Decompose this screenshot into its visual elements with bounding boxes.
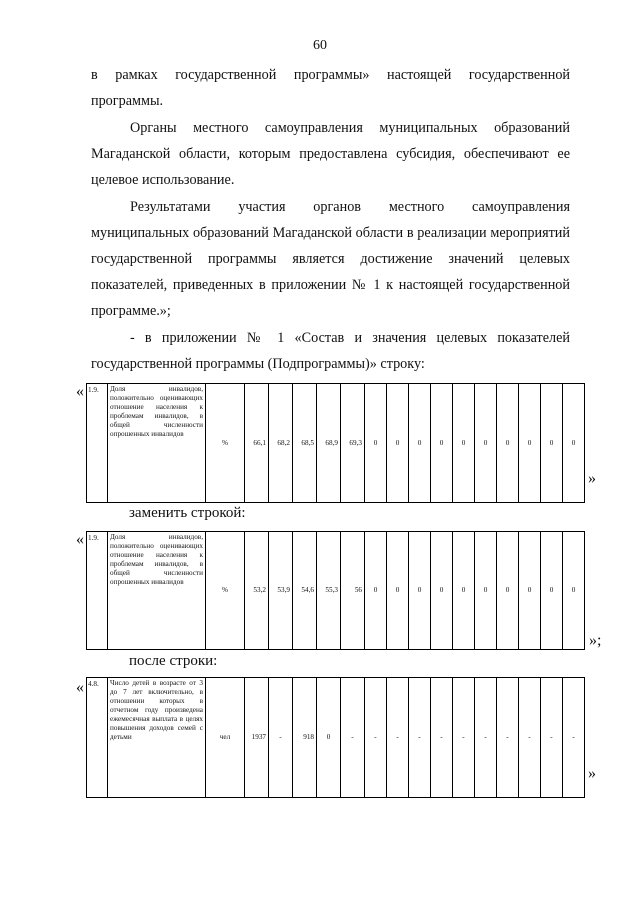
row-value: 0	[317, 678, 341, 798]
row-value: 55,3	[317, 532, 341, 650]
close-quote-1: »	[588, 470, 596, 487]
row-value: 56	[341, 532, 365, 650]
row-value: 0	[431, 532, 453, 650]
row-value: 0	[409, 532, 431, 650]
row-unit: %	[206, 532, 245, 650]
row-value: 0	[541, 384, 563, 503]
row-value: 1937	[245, 678, 269, 798]
row-value: 0	[387, 532, 409, 650]
table-row	[87, 532, 585, 650]
row-value: 0	[453, 532, 475, 650]
row-number: 1.9.	[87, 384, 108, 503]
row-description: Число детей в возрасте от 3 до 7 лет включительно, в отношении которых в отчетном году произведена ежемесячная выплата в целях повышения доходов семей с детьми	[108, 678, 206, 798]
row-value: 54,6	[293, 532, 317, 650]
new-row-table	[86, 531, 585, 650]
close-quote-2: »;	[589, 632, 602, 649]
paragraph-1	[91, 62, 570, 114]
row-number: 1.9.	[87, 532, 108, 650]
row-value: 53,9	[269, 532, 293, 650]
paragraph-3-text: Результатами участия органов местного самоуправления муниципальных образований Магаданской области в реализации мероприятий государственной программы является достижение значений целевых показателей, приведенных в приложении № 1 к настоящей государственной программе.»;	[91, 199, 570, 319]
row-number: 4.8.	[87, 678, 108, 798]
row-value: -	[563, 678, 585, 798]
open-quote-1: «	[76, 383, 84, 400]
row-value: 66,1	[245, 384, 269, 503]
row-value: -	[387, 678, 409, 798]
row-value: -	[475, 678, 497, 798]
page-number: 60	[313, 38, 327, 53]
paragraph-4	[91, 325, 570, 377]
row-value: -	[269, 678, 293, 798]
row-value: -	[453, 678, 475, 798]
row-value: 0	[475, 384, 497, 503]
paragraph-1-text: в рамках государственной программы» настоящей государственной программы.	[91, 67, 570, 109]
row-value: -	[431, 678, 453, 798]
row-value: 0	[365, 532, 387, 650]
row-value: 0	[497, 384, 519, 503]
row-unit: %	[206, 384, 245, 503]
paragraph-2	[91, 115, 570, 193]
paragraph-2-text: Органы местного самоуправления муниципальных образований Магаданской области, которым предоставлена субсидия, обеспечивают ее целевое использование.	[91, 120, 570, 188]
paragraph-4-text: - в приложении № 1 «Состав и значения целевых показателей государственной пpoграммы (Подпрограммы)» строку:	[91, 330, 570, 372]
row-value: -	[409, 678, 431, 798]
row-value: 0	[475, 532, 497, 650]
row-value: -	[341, 678, 365, 798]
row-value: 918	[293, 678, 317, 798]
row-value: 0	[409, 384, 431, 503]
row-value: 0	[497, 532, 519, 650]
row-value: 0	[541, 532, 563, 650]
row-value: 68,9	[317, 384, 341, 503]
open-quote-2: «	[76, 531, 84, 548]
row-value: 0	[519, 532, 541, 650]
row-value: 68,2	[269, 384, 293, 503]
row-value: 0	[387, 384, 409, 503]
replace-label: заменить строкой:	[129, 505, 246, 521]
open-quote-3: «	[76, 679, 84, 696]
after-label: после строки:	[129, 653, 218, 669]
table-row	[87, 384, 585, 503]
row-description: Доля инвалидов, положительно оценивающих отношение населения к проблемам инвалидов, в общей численности опрошенных инвалидов	[108, 532, 206, 650]
row-value: 0	[453, 384, 475, 503]
row-value: -	[541, 678, 563, 798]
row-value: 68,5	[293, 384, 317, 503]
row-value: 0	[431, 384, 453, 503]
row-value: -	[519, 678, 541, 798]
row-value: 69,3	[341, 384, 365, 503]
row-value: 0	[563, 384, 585, 503]
row-unit: чел	[206, 678, 245, 798]
row-value: -	[497, 678, 519, 798]
table-row	[87, 678, 585, 798]
old-row-table	[86, 383, 585, 503]
row-value: 53,2	[245, 532, 269, 650]
row-value: 0	[563, 532, 585, 650]
row-value: 0	[365, 384, 387, 503]
row-description: Доля инвалидов, положительно оценивающих отношение населения к проблемам инвалидов, в общей численности опрошенных инвалидов	[108, 384, 206, 503]
row-value: 0	[519, 384, 541, 503]
row-value: -	[365, 678, 387, 798]
after-row-table	[86, 677, 585, 798]
close-quote-3: »	[588, 765, 596, 782]
paragraph-3	[91, 194, 570, 324]
